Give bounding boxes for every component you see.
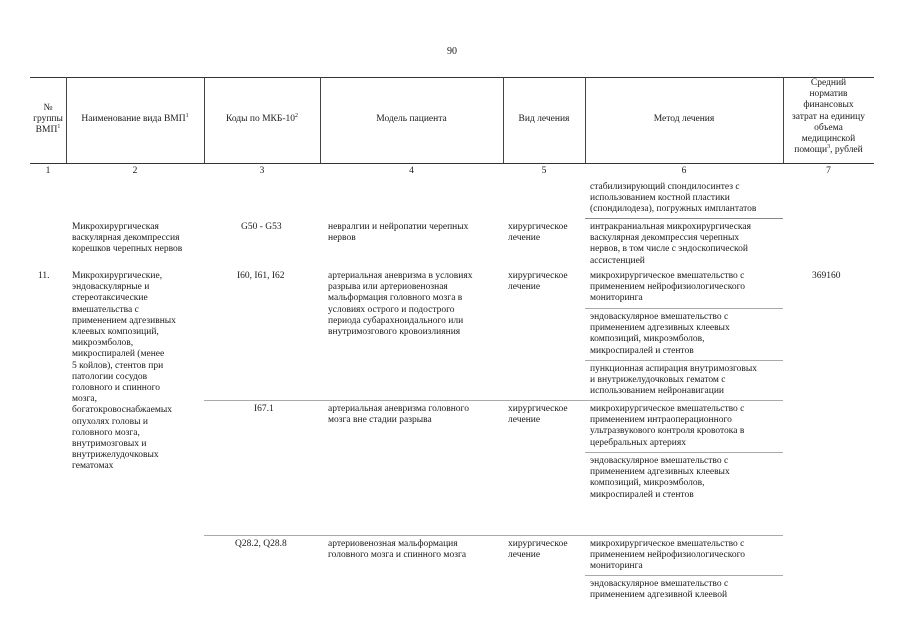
cell-divider: [585, 575, 783, 576]
header-vmp-name: Наименование вида ВМП$^1$: [81, 112, 189, 124]
cell-divider: [585, 308, 783, 309]
microvascular-method: интракраниальная микрохирургическая васкулярная декомпрессия черепных нервов, в том числе с эндоскопической ассистенцией: [590, 222, 751, 266]
col-number-7: 7: [826, 166, 831, 176]
aneurysm-rupture-method-3: пункционная аспирация внутримозговых и внутрижелудочковых гематом с использованием нейронавигации: [590, 364, 758, 397]
cell-divider: [585, 452, 783, 453]
group-11-vmp-name: Микрохирургические, эндоваскулярные и стереотаксические вмешательства с применением адгезивных клеевых композиций, микроэмболов, микроспиралей (менее 5 койлов), стентов при патологии сосудов головного и спинного мозга, богатокровоснабжаемых опухолях головы и головного мозга, внутримозговых и внутрижелудочковых гематомах: [72, 271, 176, 472]
col-number-3: 3: [259, 166, 265, 176]
aneurysm-unruptured-method-2: эндоваскулярное вмешательство с применением адгезивных клеевых композиций, микроэмболов, микроспиралей и стентов: [590, 456, 730, 500]
col-number-4: 4: [409, 166, 414, 176]
aneurysm-rupture-patient-model: артериальная аневризма в условиях разрыва или артериовенозная мальформация головного мозга в условиях острого и подострого периода субарахноидального или внутримозгового кровоизлияния: [328, 271, 473, 338]
header-treatment-type: Вид лечения: [518, 114, 570, 124]
aneurysm-unruptured-treatment-type: хирургическое лечение: [508, 404, 568, 426]
header-average-cost: Средний норматив финансовых затрат на единицу объема медицинской помощи$^3$, рублей: [792, 78, 865, 156]
aneurysm-unruptured-method-1: микрохирургическое вмешательство с применением интраоперационного ультразвукового контроля кровотока в церебральных артериях: [590, 404, 745, 448]
page-number: 90: [447, 46, 457, 57]
header-bottom-border: [30, 163, 874, 164]
header-group-number: № группы ВМП$^1$: [33, 103, 63, 136]
aneurysm-rupture-method-1: микрохирургическое вмешательство с применением нейрофизиологического мониторинга: [590, 271, 746, 304]
microvascular-icd-codes: G50 - G53: [241, 222, 282, 232]
cell-divider: [204, 400, 783, 401]
header-treatment-method: Метод лечения: [653, 114, 715, 124]
col-number-1: 1: [45, 166, 51, 176]
aneurysm-rupture-method-2: эндоваскулярное вмешательство с применением адгезивных клеевых композиций, микроэмболов, микроспиралей и стентов: [590, 312, 730, 356]
aneurysm-rupture-icd-codes: I60, I61, I62: [237, 271, 285, 281]
header-patient-model: Модель пациента: [376, 114, 447, 124]
header-icd-codes: Коды по МКБ-$10^2$: [225, 112, 299, 124]
avm-treatment-type: хирургическое лечение: [508, 539, 568, 561]
avm-method-1: микрохирургическое вмешательство с применением нейрофизиологического мониторинга: [590, 539, 746, 572]
continued-method-text: стабилизирующий спондилосинтез с использованием костной пластики (спондилодеза), погружных имплантатов: [590, 182, 757, 215]
col-number-5: 5: [541, 166, 547, 176]
avm-method-2: эндоваскулярное вмешательство с применением адгезивной клеевой: [590, 579, 729, 601]
aneurysm-rupture-treatment-type: хирургическое лечение: [508, 271, 568, 293]
avm-patient-model: артериовенозная мальформация головного мозга и спинного мозга: [328, 539, 467, 561]
microvascular-vmp-name: Микрохирургическая васкулярная декомпрессия корешков черепных нервов: [72, 222, 183, 255]
cell-divider: [585, 218, 783, 219]
table-top-border: [30, 77, 874, 78]
aneurysm-unruptured-patient-model: артериальная аневризма головного мозга вне стадии разрыва: [328, 404, 469, 426]
aneurysm-unruptured-icd-codes: I67.1: [254, 404, 274, 414]
microvascular-patient-model: невралгии и нейропатии черепных нервов: [328, 222, 469, 244]
avm-icd-codes: Q28.2, Q28.8: [235, 539, 287, 549]
cell-divider: [204, 535, 783, 536]
group-11-average-cost: 369160: [812, 271, 841, 281]
col-number-6: 6: [681, 166, 687, 176]
col-number-2: 2: [132, 166, 138, 176]
cell-divider: [585, 360, 783, 361]
microvascular-treatment-type: хирургическое лечение: [508, 222, 568, 244]
group-11-number: 11.: [38, 271, 50, 281]
